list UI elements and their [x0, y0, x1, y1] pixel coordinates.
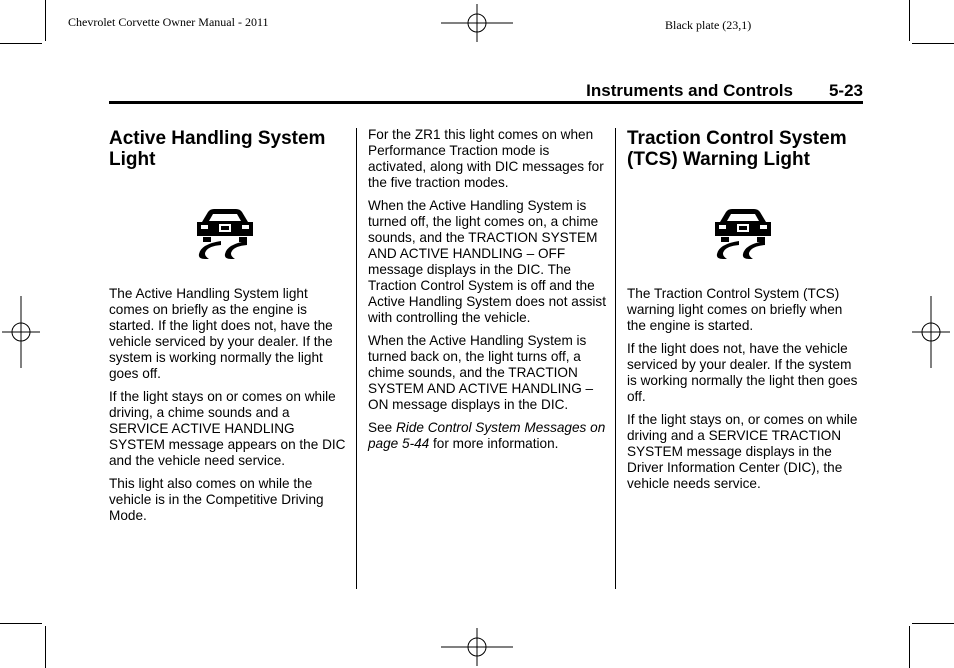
crop-mark [45, 0, 46, 41]
paragraph: When the Active Handling System is turned back on, the light turns off, a chime sounds, and the TRACTION SYSTEM AND ACTIVE HANDLING – ON message displays in the DIC. [368, 333, 594, 412]
paragraph: The Active Handling System light comes on briefly as the engine is started. If the light does not, have the vehicle serviced by your dealer. If the system is working normally the light goes off. [109, 286, 333, 381]
section-heading: Active Handling System Light [109, 128, 326, 170]
paragraph: If the light stays on or comes on while driving, a chime sounds and a SERVICE ACTIVE HANDLING SYSTEM message appears on the DIC and the vehicle need service. [109, 389, 346, 468]
skidding-car-icon [713, 208, 773, 260]
skidding-car-icon [195, 208, 255, 260]
section-heading: Traction Control System (TCS) Warning Light [627, 128, 847, 170]
column-1-body [109, 286, 349, 531]
registration-mark-icon [441, 4, 513, 42]
crop-mark [0, 623, 42, 624]
crop-mark [912, 43, 954, 44]
paragraph: If the light does not, have the vehicle serviced by your dealer. If the system is working normally the light then goes off. [627, 341, 858, 404]
section-title: Instruments and Controls [586, 81, 793, 100]
registration-mark-icon [441, 628, 513, 666]
registration-mark-icon [2, 296, 40, 368]
crop-mark [912, 623, 954, 624]
column-3-body [627, 286, 863, 499]
crop-mark [909, 626, 910, 668]
paragraph: When the Active Handling System is turned off, the light comes on, a chime sounds, and the TRACTION SYSTEM AND ACTIVE HANDLING – OFF message displays in the DIC. The Traction Control System is off and the Active Handling System does not assist with controlling the vehicle. [368, 198, 607, 325]
paragraph [368, 420, 606, 452]
paragraph: For the ZR1 this light comes on when Performance Traction mode is activated, along with DIC messages for the five traction modes. [368, 127, 604, 190]
column-divider [356, 128, 357, 589]
cross-reference-link[interactable]: Ride Control System Messages on page 5-44 [368, 420, 606, 451]
manual-title: Chevrolet Corvette Owner Manual - 2011 [68, 15, 269, 29]
column-2 [368, 127, 606, 459]
registration-mark-icon [912, 296, 950, 368]
paragraph: This light also comes on while the vehicle is in the Competitive Driving Mode. [109, 476, 324, 523]
column-divider [615, 128, 616, 589]
text: See [368, 420, 396, 435]
text: for more information. [429, 436, 559, 451]
paragraph: The Traction Control System (TCS) warning light comes on briefly when the engine is started. [627, 286, 843, 333]
paragraph: If the light stays on, or comes on while driving and a SERVICE TRACTION SYSTEM message displays in the Driver Information Center (DIC), the vehicle needs service. [627, 412, 858, 491]
plate-label: Black plate (23,1) [665, 18, 752, 32]
crop-mark [45, 626, 46, 668]
page-number: 5-23 [828, 81, 863, 100]
column-1 [109, 128, 347, 170]
crop-mark [0, 43, 42, 44]
header-rule [109, 101, 863, 104]
crop-mark [909, 0, 910, 41]
column-3 [627, 128, 863, 170]
